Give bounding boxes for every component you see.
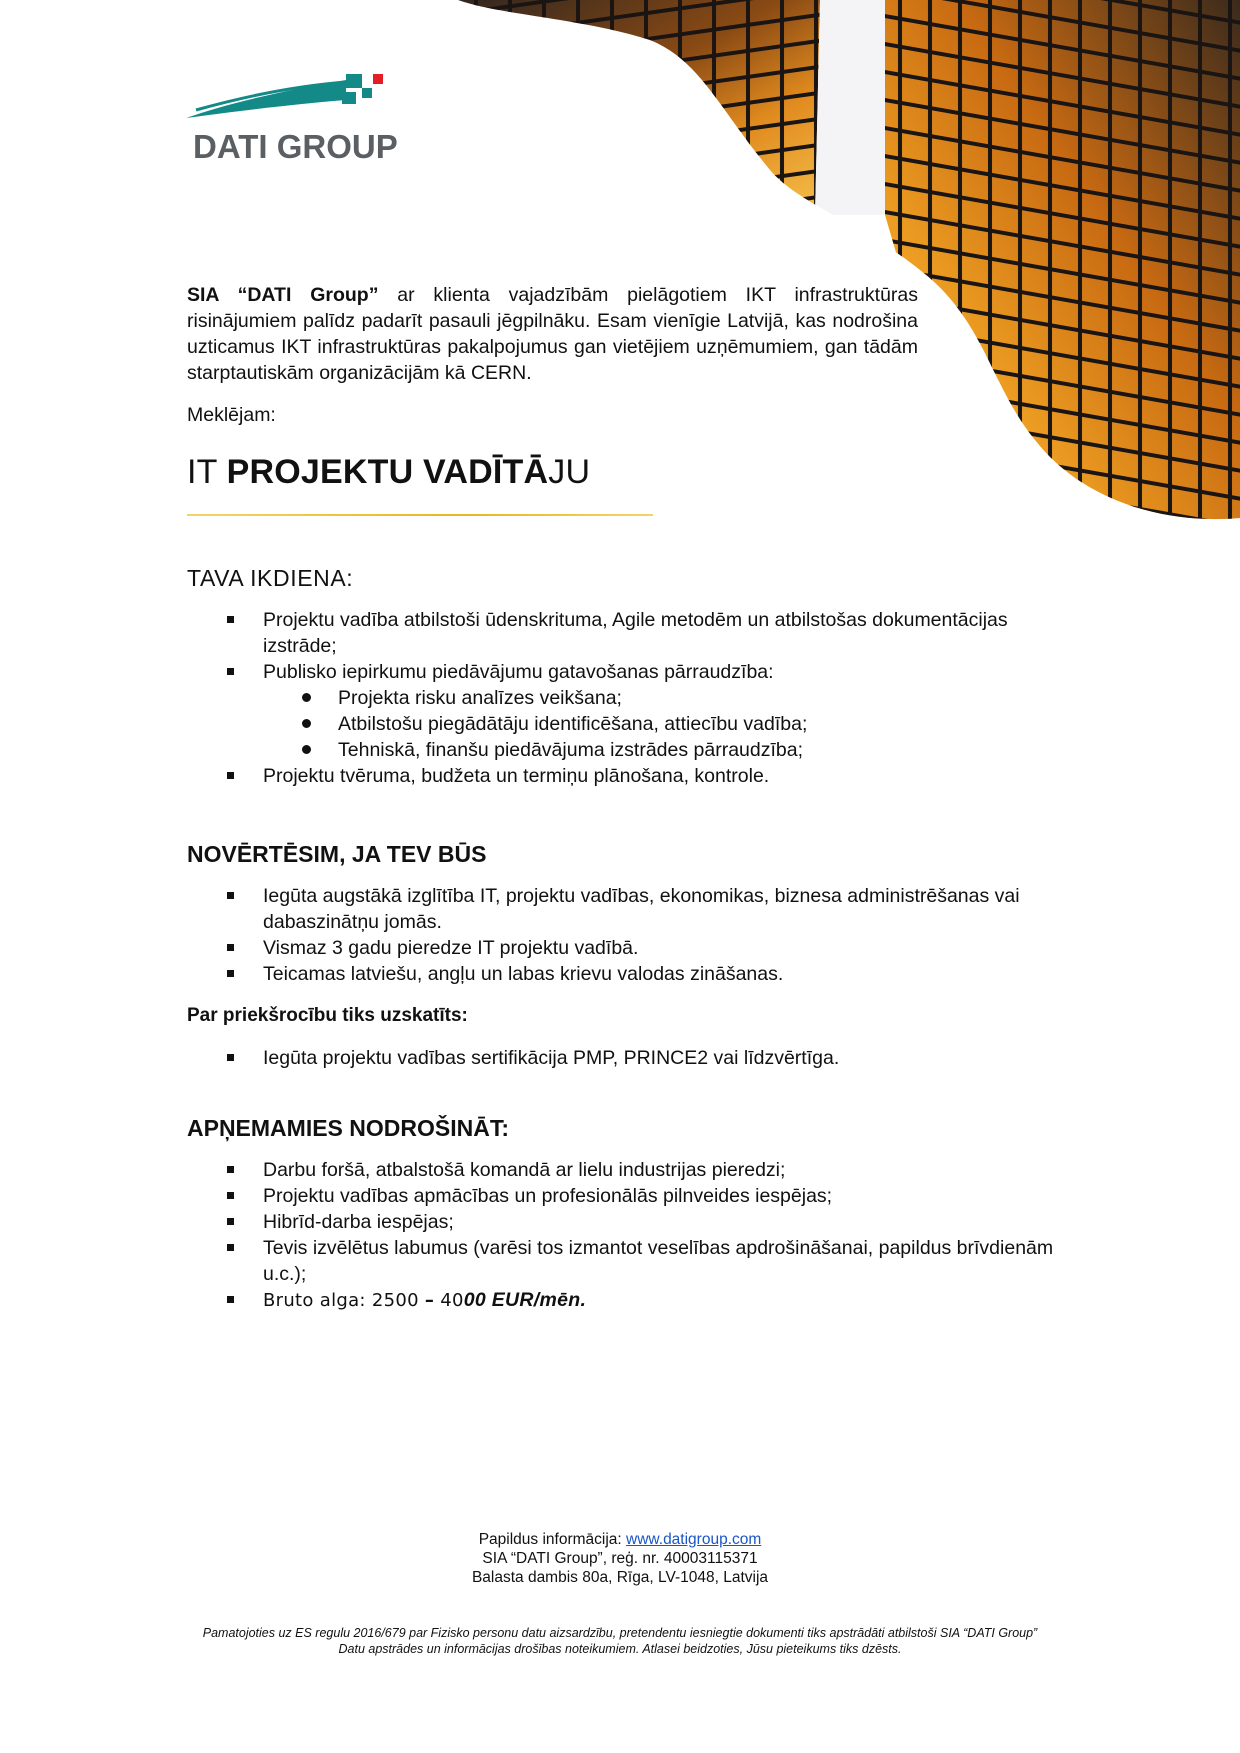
list-item-salary xyxy=(225,1287,1065,1314)
job-title-bold: PROJEKTU VADĪTĀ xyxy=(226,453,549,491)
list-item: Hibrīd-darba iespējas; xyxy=(225,1209,1065,1235)
salary-mid: 40 xyxy=(434,1290,464,1311)
company-registration: SIA “DATI Group”, reģ. nr. 40003115371 xyxy=(482,1550,758,1567)
salary-bold: 00 EUR/mēn. xyxy=(463,1289,587,1311)
sub-list-item: Atbilstošu piegādātāju identificēšana, attiecību vadība; xyxy=(263,711,1065,737)
list-item xyxy=(225,659,1065,763)
job-title-prefix: IT xyxy=(187,453,227,491)
daily-sublist xyxy=(263,685,1065,763)
footer-contact xyxy=(0,1530,1240,1587)
job-title xyxy=(187,453,590,492)
list-item: Iegūta projektu vadības sertifikācija PMP, PRINCE2 vai līdzvērtīga. xyxy=(225,1045,1065,1071)
list-item: Projektu tvēruma, budžeta un termiņu plānošana, kontrole. xyxy=(225,763,1065,789)
list-item: Tevis izvēlētus labumus (varēsi tos izmantot veselības apdrošināšanai, papildus brīvdienām u.c.); xyxy=(225,1235,1065,1287)
list-item: Iegūta augstākā izglītība IT, projektu vadības, ekonomikas, biznesa administrēšanas vai dabaszinātņu jomās. xyxy=(225,883,1065,935)
list-item: Projektu vadības apmācības un profesionālās pilnveides iespējas; xyxy=(225,1183,1065,1209)
footer-info-line xyxy=(0,1530,1240,1549)
requirements-list xyxy=(225,883,1065,987)
gdpr-notice: Pamatojoties uz ES regulu 2016/679 par Fizisko personu datu aizsardzību, pretendentu iesniegtie dokumenti tiks apstrādāti atbilstoši SIA “DATI Group” Datu apstrādes un informācijas drošības noteikumiem. Atlasei beidzoties, Jūsu pieteikums tiks dzēsts. xyxy=(202,1626,1038,1656)
info-label: Papildus informācija: xyxy=(478,1531,627,1548)
company-address: Balasta dambis 80a, Rīga, LV-1048, Latvija xyxy=(471,1569,769,1586)
job-title-suffix: JU xyxy=(548,453,591,491)
logo-wordmark: DATI GROUP xyxy=(193,128,398,165)
company-intro xyxy=(187,282,918,386)
list-item: Teicamas latviešu, angļu un labas krievu valodas zināšanas. xyxy=(225,961,1065,987)
intro-text: ar klienta vajadzībām pielāgotiem IKT infrastruktūras risinājumiem palīdz padarīt pasauli jēgpilnāku. Esam vienīgie Latvijā, kas nodrošina uzticamus IKT infrastruktūras pakalpojumus gan vietējiem uzņēmumiem, gan tādām starptautiskām organizācijām kā CERN. xyxy=(187,284,919,384)
sub-list-item: Tehniskā, finanšu piedāvājuma izstrādes pārraudzība; xyxy=(263,737,1065,763)
list-item-text: Publisko iepirkumu piedāvājumu gatavošanas pārraudzība: xyxy=(263,661,774,683)
seeking-label: Meklējam: xyxy=(187,404,276,426)
offer-heading: APŅEMAMIES NODROŠINĀT: xyxy=(187,1115,510,1141)
offer-list xyxy=(225,1157,1065,1314)
requirements-heading: NOVĒRTĒSIM, JA TEV BŪS xyxy=(187,841,487,867)
advantage-list xyxy=(225,1045,1065,1071)
title-underline xyxy=(187,514,653,516)
salary-prefix: Bruto alga: 2500 xyxy=(263,1290,425,1311)
advantage-heading: Par priekšrocību tiks uzskatīts: xyxy=(187,1005,468,1026)
salary-dash: – xyxy=(424,1290,435,1311)
company-name: SIA “DATI Group” xyxy=(187,284,379,306)
daily-list xyxy=(225,607,1065,789)
dati-group-logo xyxy=(186,70,404,130)
salary-text xyxy=(263,1290,586,1311)
list-item: Darbu foršā, atbalstošā komandā ar lielu industrijas pieredzi; xyxy=(225,1157,1065,1183)
sub-list-item: Projekta risku analīzes veikšana; xyxy=(263,685,1065,711)
list-item: Vismaz 3 gadu pieredze IT projektu vadībā. xyxy=(225,935,1065,961)
website-link[interactable]: www.datigroup.com xyxy=(626,1531,762,1548)
list-item: Projektu vadība atbilstoši ūdenskrituma, Agile metodēm un atbilstošas dokumentācijas izstrāde; xyxy=(225,607,1065,659)
daily-heading: TAVA IKDIENA: xyxy=(187,565,354,591)
